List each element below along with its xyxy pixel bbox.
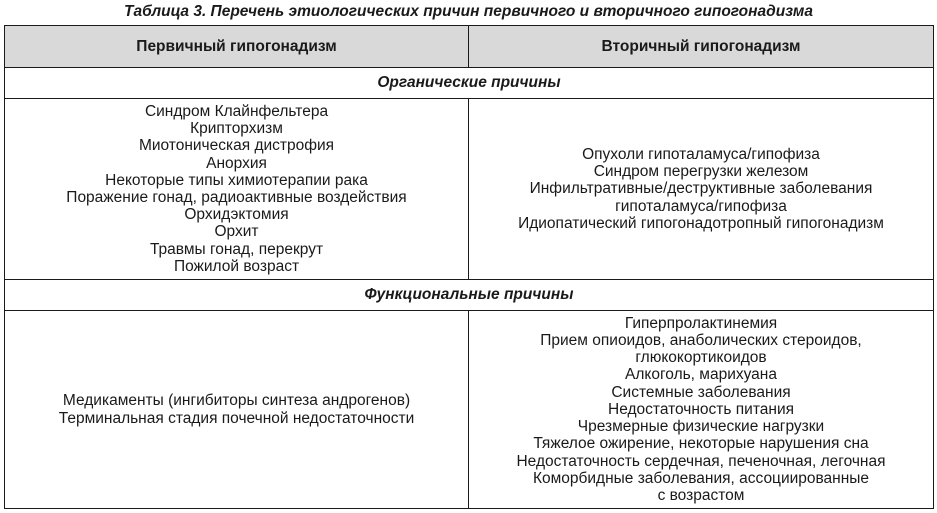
- section-row: [5, 280, 934, 311]
- organic-primary-cell: [5, 99, 469, 280]
- list-item: Гиперпролактинемия: [624, 314, 778, 332]
- list-item: Недостаточность сердечная, печеночная, легочная: [516, 452, 886, 470]
- section-title-functional: Функциональные причины: [5, 280, 934, 311]
- list-item: Недостаточность питания: [608, 400, 794, 418]
- list-item: Опухоли гипоталамуса/гипофиза: [582, 145, 820, 163]
- section-title-organic: Органические причины: [5, 68, 934, 99]
- list-item: Терминальная стадия почечной недостаточности: [58, 409, 415, 427]
- list-item: Тяжелое ожирение, некоторые нарушения сна: [533, 435, 869, 453]
- list-item: Крипторхизм: [190, 120, 283, 138]
- list-item: гипоталамуса/гипофиза: [615, 197, 787, 215]
- list-item: Идиопатический гипогонадотропный гипогонадизм: [518, 214, 884, 232]
- table-row: [5, 99, 934, 280]
- list-item: Инфильтративные/деструктивные заболевания: [529, 180, 873, 198]
- list-item: Синдром Клайнфельтера: [144, 102, 329, 120]
- organic-secondary-cell: [469, 99, 934, 280]
- list-item: с возрастом: [657, 486, 745, 504]
- list-item: Орхидэктомия: [184, 206, 289, 224]
- list-item: Некоторые типы химиотерапии рака: [105, 171, 368, 189]
- etiology-table: [4, 25, 934, 509]
- list-item: Медикаменты (ингибиторы синтеза андрогенов): [62, 392, 411, 410]
- list-item: Прием опиоидов, анаболических стероидов,: [540, 332, 862, 350]
- list-item: Орхит: [214, 223, 259, 241]
- list-item: Травмы гонад, перекрут: [149, 240, 324, 258]
- list-item: Алкоголь, марихуана: [625, 366, 777, 384]
- section-row: [5, 68, 934, 99]
- list-item: глюкокортикоидов: [635, 349, 767, 367]
- header-row: [5, 26, 934, 68]
- list-item: Поражение гонад, радиоактивные воздействия: [66, 189, 407, 206]
- header-secondary: Вторичный гипогонадизм: [469, 26, 934, 68]
- list-item: Чрезмерные физические нагрузки: [577, 418, 825, 436]
- list-item: Пожилой возраст: [173, 257, 300, 275]
- header-primary: Первичный гипогонадизм: [5, 26, 469, 68]
- functional-secondary-cell: [469, 311, 934, 509]
- table-caption: Таблица 3. Перечень этиологических причин первичного и вторичного гипогонадизма: [124, 3, 813, 20]
- table-row: [5, 311, 934, 509]
- list-item: Коморбидные заболевания, ассоциированные: [532, 469, 870, 487]
- list-item: Миотоническая дистрофия: [138, 137, 335, 155]
- list-item: Анорхия: [206, 154, 267, 172]
- list-item: Системные заболевания: [611, 383, 791, 401]
- functional-primary-cell: [5, 311, 469, 509]
- list-item: Синдром перегрузки железом: [593, 163, 809, 181]
